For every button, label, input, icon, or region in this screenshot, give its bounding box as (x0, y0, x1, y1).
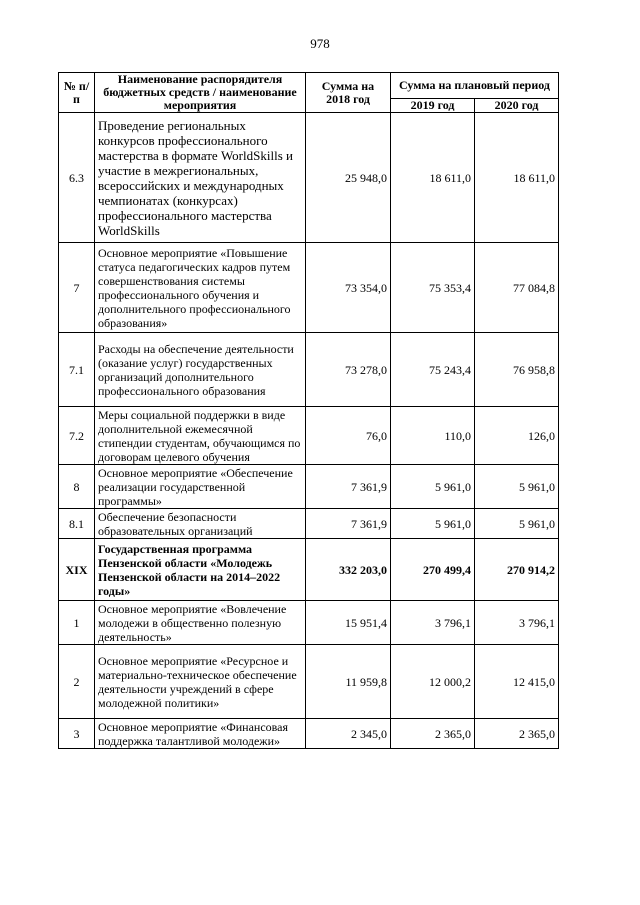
row-value-2019: 2 365,0 (391, 719, 475, 749)
row-value-2018: 76,0 (306, 407, 391, 465)
row-num: 8 (59, 465, 95, 509)
table-row (59, 407, 559, 465)
row-name: Расходы на обеспечение деятельности (оказание услуг) государственных организаций дополнительного профессионального образования (95, 333, 306, 407)
row-value-2020: 2 365,0 (475, 719, 559, 749)
row-name: Основное мероприятие «Финансовая поддержка талантливой молодежи» (95, 719, 306, 749)
row-name: Основное мероприятие «Повышение статуса педагогических кадров путем совершенствования системы профессионального обучения и дополнительного профессионального образования» (95, 243, 306, 333)
row-name: Основное мероприятие «Ресурсное и материально-техническое обеспечение деятельности учреждений в сфере молодежной политики» (95, 645, 306, 719)
budget-table (58, 72, 559, 749)
row-name: Обеспечение безопасности образовательных организаций (95, 509, 306, 539)
row-name: Государственная программа Пензенской области «Молодежь Пензенской области на 2014–2022 годы» (95, 539, 306, 601)
row-num: 7 (59, 243, 95, 333)
table-row (59, 333, 559, 407)
table-row (59, 645, 559, 719)
row-name: Меры социальной поддержки в виде дополнительной ежемесячной стипендии студентам, обучающимся по договорам целевого обучения (95, 407, 306, 465)
row-num: 6.3 (59, 113, 95, 243)
row-value-2018: 332 203,0 (306, 539, 391, 601)
row-num: XIX (59, 539, 95, 601)
row-value-2019: 12 000,2 (391, 645, 475, 719)
row-num: 3 (59, 719, 95, 749)
table-row (59, 719, 559, 749)
row-value-2020: 126,0 (475, 407, 559, 465)
row-value-2019: 270 499,4 (391, 539, 475, 601)
header-sum-2018: Сумма на 2018 год (306, 73, 391, 113)
table-row (59, 465, 559, 509)
row-value-2020: 76 958,8 (475, 333, 559, 407)
row-value-2018: 7 361,9 (306, 509, 391, 539)
row-value-2018: 11 959,8 (306, 645, 391, 719)
row-name: Проведение региональных конкурсов профессионального мастерства в формате WorldSkills и участие в межрегиональных, всероссийских и международных чемпионатах (конкурсах) профессионального мастерства WorldSkills (95, 113, 306, 243)
row-value-2019: 3 796,1 (391, 601, 475, 645)
header-num: № п/п (59, 73, 95, 113)
row-name: Основное мероприятие «Обеспечение реализации государственной программы» (95, 465, 306, 509)
row-value-2018: 73 354,0 (306, 243, 391, 333)
row-num: 8.1 (59, 509, 95, 539)
row-value-2018: 7 361,9 (306, 465, 391, 509)
row-value-2019: 5 961,0 (391, 465, 475, 509)
row-value-2019: 75 353,4 (391, 243, 475, 333)
row-value-2020: 5 961,0 (475, 465, 559, 509)
row-value-2018: 25 948,0 (306, 113, 391, 243)
row-num: 7.2 (59, 407, 95, 465)
row-num: 7.1 (59, 333, 95, 407)
row-value-2020: 3 796,1 (475, 601, 559, 645)
table-row (59, 509, 559, 539)
header-2020: 2020 год (475, 99, 559, 113)
row-value-2019: 75 243,4 (391, 333, 475, 407)
row-value-2020: 18 611,0 (475, 113, 559, 243)
header-2019: 2019 год (391, 99, 475, 113)
row-num: 1 (59, 601, 95, 645)
row-value-2018: 2 345,0 (306, 719, 391, 749)
row-name: Основное мероприятие «Вовлечение молодежи в общественно полезную деятельность» (95, 601, 306, 645)
page-number: 978 (310, 36, 330, 51)
table-row-program (59, 539, 559, 601)
row-value-2020: 270 914,2 (475, 539, 559, 601)
row-value-2018: 73 278,0 (306, 333, 391, 407)
row-value-2020: 12 415,0 (475, 645, 559, 719)
row-value-2019: 18 611,0 (391, 113, 475, 243)
row-value-2019: 5 961,0 (391, 509, 475, 539)
table-row (59, 113, 559, 243)
table-row (59, 601, 559, 645)
header-name: Наименование распорядителя бюджетных средств / наименование мероприятия (95, 73, 306, 113)
row-num: 2 (59, 645, 95, 719)
header-plan-period: Сумма на плановый период (391, 73, 559, 99)
row-value-2018: 15 951,4 (306, 601, 391, 645)
table-row (59, 243, 559, 333)
row-value-2019: 110,0 (391, 407, 475, 465)
table-header (59, 73, 559, 113)
row-value-2020: 5 961,0 (475, 509, 559, 539)
row-value-2020: 77 084,8 (475, 243, 559, 333)
